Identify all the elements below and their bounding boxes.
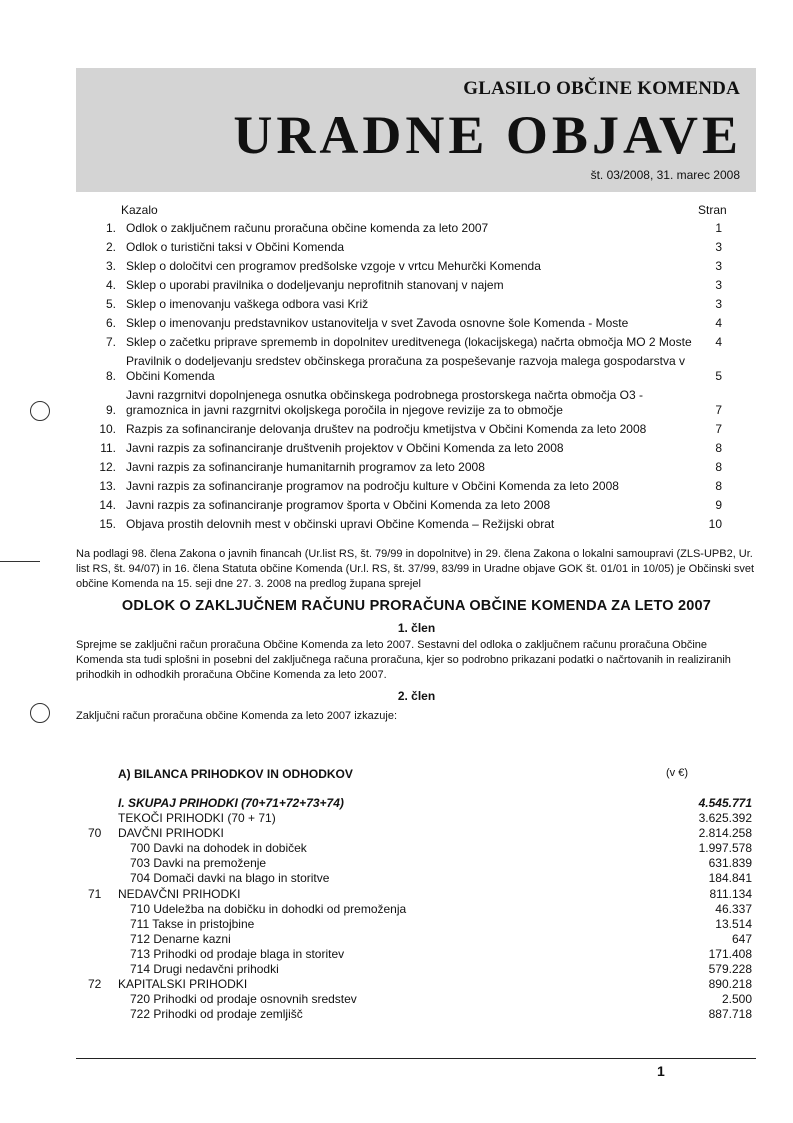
toc-item-title: Odlok o turistični taksi v Občini Komenda — [126, 240, 345, 254]
article-1-text: Sprejme se zaključni račun proračuna Občine Komenda za leto 2007. Sestavni del odloka o zaključnem računu proračuna Občine Komenda sta tudi splošni in posebni del zaključnega računa proračuna, kjer so podrobno prikazani podatki o načrtovanih in realiziranih prihodkih in odhodkih proračuna Občine Komenda za leto 2007. — [76, 639, 731, 681]
toc-item-title: Sklep o uporabi pravilnika o dodeljevanju neprofitnih stanovanj v najem — [126, 278, 504, 292]
toc-item-title: Razpis za sofinanciranje delovanja društev na področju kmetijstva v Občini Komenda za leto 2008 — [126, 422, 647, 436]
toc-page-heading: Stran — [698, 203, 727, 217]
toc-item-number: 1. — [105, 221, 116, 235]
balance-row-label: I. SKUPAJ PRIHODKI (70+71+72+73+74) — [118, 796, 344, 810]
balance-row — [76, 796, 752, 811]
toc-item-page: 4 — [715, 316, 722, 330]
toc-item-number: 13. — [99, 479, 116, 493]
balance-row-label: 700 Davki na dohodek in dobiček — [130, 841, 307, 856]
balance-table — [76, 796, 752, 1022]
toc-item — [92, 388, 732, 418]
balance-row — [76, 917, 752, 932]
toc-item-page: 7 — [715, 422, 722, 436]
page-number: 1 — [657, 1063, 665, 1079]
toc-item-number: 9. — [105, 403, 116, 417]
toc-item-page: 7 — [715, 403, 722, 417]
toc-item-page: 4 — [715, 335, 722, 349]
toc-item-title: Javni razpis za sofinanciranje programov na področju kulture v Občini Komenda za leto 2008 — [126, 479, 619, 493]
balance-row-label: NEDAVČNI PRIHODKI — [118, 886, 241, 901]
balance-row-code: 72 — [88, 977, 102, 992]
toc-item-page: 10 — [708, 517, 722, 531]
toc-item — [92, 460, 732, 475]
toc-item-title: Javni razpis za sofinanciranje programov športa v Občini Komenda za leto 2008 — [126, 498, 551, 512]
publisher-name: GLASILO OBČINE KOMENDA — [463, 78, 740, 99]
toc-item — [92, 498, 732, 513]
toc-item-title: Sklep o začetku priprave sprememb in dopolnitev ureditvenega (lokacijskega) načrta območja MO 2 Moste — [126, 335, 692, 349]
balance-row-value: 4.545.771 — [698, 796, 752, 810]
toc-item-title: Pravilnik o dodeljevanju sredstev občinskega proračuna za pospeševanje razvoja malega gospodarstva v Občini Komenda — [126, 354, 685, 383]
toc-item — [92, 240, 732, 255]
toc-item-number: 8. — [105, 369, 116, 383]
toc-item — [92, 335, 732, 350]
publication-title: URADNE OBJAVE — [233, 105, 742, 165]
balance-row-code: 71 — [88, 886, 102, 901]
balance-row — [76, 841, 752, 856]
article-2-heading: 2. člen — [397, 689, 436, 703]
balance-row-value: 2.814.258 — [698, 826, 752, 841]
toc-item-page: 8 — [715, 441, 722, 455]
binder-hole-icon — [30, 703, 50, 723]
balance-row-label: 713 Prihodki od prodaje blaga in storitev — [130, 946, 345, 961]
balance-row-value: 890.218 — [708, 977, 752, 992]
toc-item-page: 8 — [715, 479, 722, 493]
balance-row-label: DAVČNI PRIHODKI — [118, 826, 224, 841]
balance-row — [76, 826, 752, 841]
toc-item-number: 15. — [99, 517, 116, 531]
odlok-title: ODLOK O ZAKLJUČNEM RAČUNU PRORAČUNA OBČINE KOMENDA ZA LETO 2007 — [121, 598, 712, 614]
toc-item — [92, 259, 732, 274]
article-2-text: Zaključni račun proračuna občine Komenda za leto 2007 izkazuje: — [76, 710, 398, 722]
balance-row — [76, 1007, 752, 1022]
balance-row — [76, 811, 752, 826]
toc-item-number: 11. — [100, 441, 116, 455]
binder-hole-icon — [30, 401, 50, 421]
toc-item-number: 12. — [99, 460, 116, 474]
balance-row — [76, 947, 752, 962]
toc-item-number: 2. — [105, 240, 116, 254]
toc-item-page: 9 — [715, 498, 722, 512]
balance-row-label: 712 Denarne kazni — [130, 931, 231, 946]
toc-item — [92, 278, 732, 293]
balance-row-value: 3.625.392 — [698, 811, 752, 826]
toc-item-number: 10. — [99, 422, 116, 436]
balance-row-label: KAPITALSKI PRIHODKI — [118, 977, 248, 992]
toc-item-number: 4. — [105, 278, 116, 292]
masthead — [76, 68, 756, 192]
issue-info: št. 03/2008, 31. marec 2008 — [590, 168, 740, 182]
toc-item-page: 5 — [715, 369, 722, 383]
footer-divider — [76, 1058, 756, 1059]
toc-item-title: Javni razpis za sofinanciranje humanitarnih programov za leto 2008 — [126, 460, 485, 474]
balance-row-value: 1.997.578 — [698, 841, 752, 856]
toc-item-page: 3 — [715, 297, 722, 311]
toc-item — [92, 517, 732, 532]
balance-row — [76, 856, 752, 871]
balance-row-value: 171.408 — [708, 946, 752, 961]
toc-item-number: 3. — [105, 259, 116, 273]
toc-item-title: Javni razgrnitvi dopolnjenega osnutka občinskega podrobnega prostorskega načrta območja O3 - gramoznica in javni razgrnitvi okoljskega poročila in njegove revizije za to območje — [126, 388, 643, 417]
balance-row-label: TEKOČI PRIHODKI (70 + 71) — [118, 811, 276, 826]
toc-item-title: Sklep o imenovanju vaškega odbora vasi Križ — [126, 297, 369, 311]
balance-row — [76, 962, 752, 977]
balance-row — [76, 992, 752, 1007]
toc-item — [92, 354, 732, 384]
balance-row-value: 631.839 — [708, 856, 752, 871]
toc-item-title: Sklep o imenovanju predstavnikov ustanovitelja v svet Zavoda osnovne šole Komenda - Moste — [126, 316, 629, 330]
balance-row-label: 704 Domači davki na blago in storitve — [130, 871, 330, 886]
toc-item-title: Odlok o zaključnem računu proračuna občine komenda za leto 2007 — [126, 221, 489, 235]
balance-row-value: 2.500 — [721, 992, 752, 1007]
preamble-text: Na podlagi 98. člena Zakona o javnih financah (Ur.list RS, št. 79/99 in dopolnitve) in 29. člena Zakona o lokalni samoupravi (ZLS-UPB2, Ur. list RS, št. 94/07) in 16. člena Statuta občine Komenda (Ur.l. RS, št. 37/99, 83/99 in Uradne objave GOK št. 01/01 in 10/05) je Občinski svet občine Komenda na 15. seji dne 27. 3. 2008 na predlog župana sprejel — [76, 548, 755, 590]
toc-heading: Kazalo — [121, 203, 158, 217]
toc-item-page: 3 — [715, 240, 722, 254]
toc-item — [92, 479, 732, 494]
fold-mark — [0, 561, 40, 562]
balance-row-label: 703 Davki na premoženje — [130, 856, 267, 871]
article-1-heading: 1. člen — [397, 621, 436, 635]
balance-row — [76, 977, 752, 992]
balance-row-value: 647 — [731, 931, 752, 946]
toc-item — [92, 297, 732, 312]
toc-item — [92, 422, 732, 437]
toc-item-page: 3 — [715, 278, 722, 292]
toc-item-number: 7. — [105, 335, 116, 349]
table-of-contents — [92, 221, 732, 536]
toc-item-page: 8 — [715, 460, 722, 474]
balance-row-label: 710 Udeležba na dobičku in dohodki od premoženja — [130, 901, 407, 916]
balance-row — [76, 871, 752, 886]
toc-item-number: 6. — [105, 316, 116, 330]
balance-row-label: 720 Prihodki od prodaje osnovnih sredstev — [130, 992, 357, 1007]
balance-row-value: 13.514 — [715, 916, 752, 931]
balance-row-value: 579.228 — [708, 962, 752, 977]
toc-item-title: Objava prostih delovnih mest v občinski upravi Občine Komenda – Režijski obrat — [126, 517, 555, 531]
toc-item-page: 1 — [715, 221, 722, 235]
balance-row-value: 887.718 — [708, 1007, 752, 1022]
toc-item-title: Javni razpis za sofinanciranje društvenih projektov v Občini Komenda za leto 2008 — [126, 441, 564, 455]
balance-row-label: 714 Drugi nedavčni prihodki — [130, 962, 279, 977]
balance-row-value: 46.337 — [715, 901, 752, 916]
toc-item-title: Sklep o določitvi cen programov predšolske vzgoje v vrtcu Mehurčki Komenda — [126, 259, 541, 273]
balance-title: A) BILANCA PRIHODKOV IN ODHODKOV — [118, 767, 353, 781]
toc-item — [92, 441, 732, 456]
balance-row — [76, 887, 752, 902]
balance-row-label: 722 Prihodki od prodaje zemljišč — [130, 1007, 303, 1022]
toc-item-number: 5. — [105, 297, 116, 311]
balance-row — [76, 932, 752, 947]
currency-unit: (v €) — [666, 767, 688, 779]
toc-item — [92, 221, 732, 236]
balance-row — [76, 902, 752, 917]
balance-row-code: 70 — [88, 826, 102, 841]
balance-row-value: 811.134 — [709, 886, 752, 901]
toc-item-number: 14. — [99, 498, 116, 512]
balance-row-label: 711 Takse in pristojbine — [130, 916, 255, 931]
toc-item — [92, 316, 732, 331]
toc-item-page: 3 — [715, 259, 722, 273]
balance-row-value: 184.841 — [708, 871, 752, 886]
